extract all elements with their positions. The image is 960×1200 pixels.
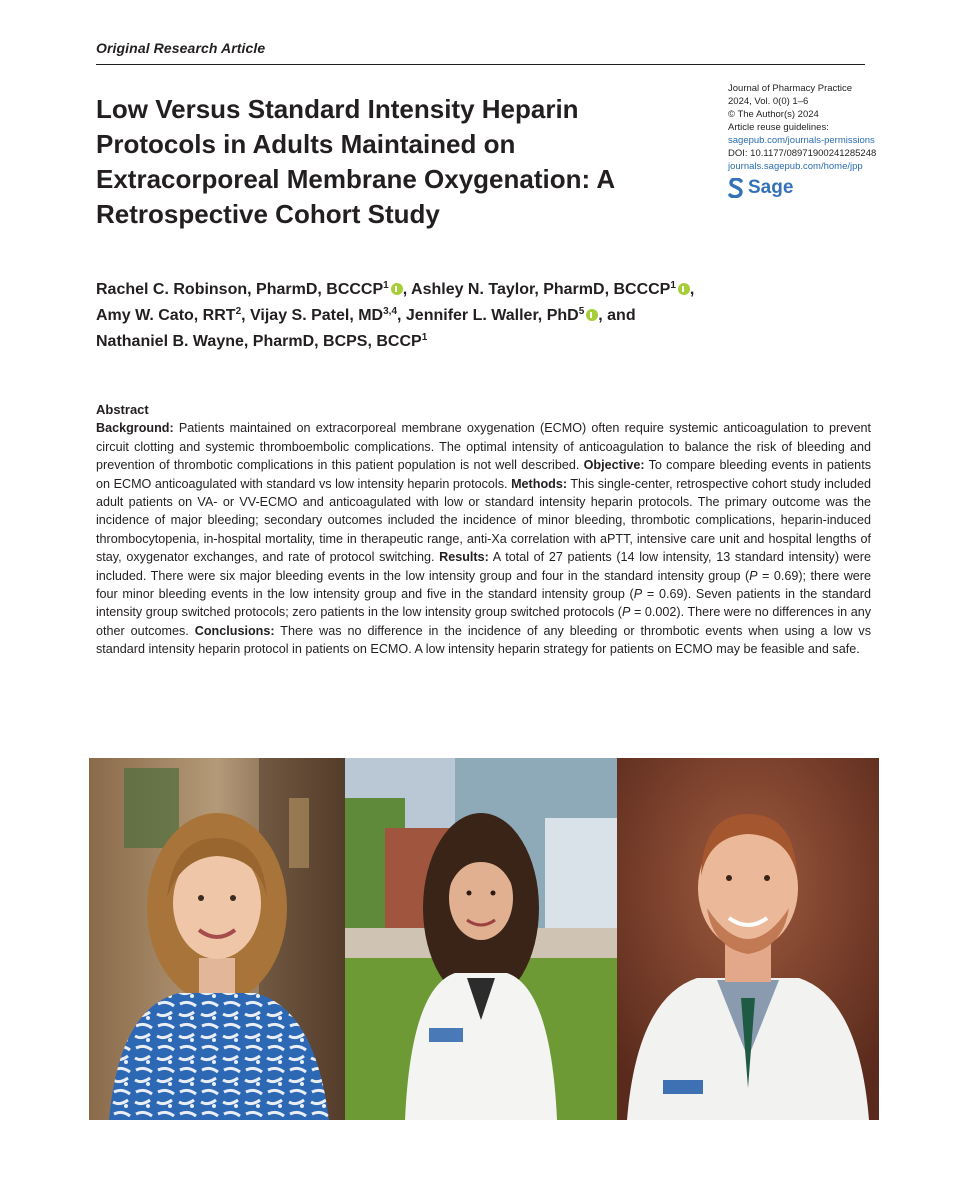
p-value-label: P — [749, 568, 758, 583]
portrait-image — [617, 758, 879, 1120]
section-label: Objective: — [583, 458, 645, 473]
abstract-text: Patients maintained on extracorporeal membrane oxygenation (ECMO) often require systemic anticoagulation to prevent circuit clotting and systemic thromboembolic complications. The optimal intensity of anticoagulation to balance the risk of bleeding and prevention of thrombotic complications in this patient population is not well described. — [96, 421, 871, 473]
abstract-heading: Abstract — [96, 402, 149, 417]
journal-copyright: © The Author(s) 2024 — [728, 109, 819, 120]
journal-volume: 2024, Vol. 0(0) 1–6 — [728, 96, 809, 107]
section-label: Background: — [96, 421, 174, 436]
abstract-text: A total of 27 patients (14 low intensity, 13 standard intensity) were included. There were six major bleeding events in the low intensity group and four in the standard intensity group ( — [96, 550, 871, 583]
publisher-name: Sage — [748, 177, 794, 198]
publisher-logo — [728, 177, 793, 199]
title-line: Retrospective Cohort Study — [96, 199, 440, 229]
author-name: Nathaniel B. Wayne, PharmD, BCPS, BCCP — [96, 333, 422, 350]
title-line: Low Versus Standard Intensity Heparin — [96, 94, 579, 124]
journal-name: Journal of Pharmacy Practice — [728, 83, 853, 94]
doi[interactable]: DOI: 10.1177/08971900241285248 — [728, 148, 877, 159]
affiliation-mark: 1 — [670, 280, 676, 291]
affiliation-mark: 1 — [421, 332, 428, 343]
author-name: Rachel C. Robinson, PharmD, BCCCP — [96, 281, 384, 298]
abstract-text: = 0.69); there were four minor bleeding events in the low intensity group and five in the standard intensity group ( — [96, 568, 871, 602]
permissions-link[interactable]: sagepub.com/journals-permissions — [728, 135, 875, 146]
orcid-icon[interactable] — [586, 309, 598, 321]
affiliation-mark: 2 — [235, 306, 242, 317]
journal-link[interactable]: journals.sagepub.com/home/jpp — [728, 161, 863, 172]
author-photos — [89, 758, 879, 1120]
author-name: , Jennifer L. Waller, PhD — [397, 307, 579, 324]
abstract-text: = 0.69). Seven patients in the standard intensity group switched protocols; zero patients in the low intensity group switched protocols ( — [96, 587, 871, 620]
reuse-guidelines: Article reuse guidelines: — [728, 122, 829, 133]
title-line: Extracorporeal Membrane Oxygenation: A — [96, 164, 616, 194]
portrait-image — [89, 758, 345, 1120]
author-line — [96, 303, 856, 329]
affiliation-mark: 5 — [578, 306, 585, 317]
abstract-text: This single-center, retrospective cohort study included adult patients on VA- or VV-ECMO and anticoagulated with low or standard intensity heparin protocols. The primary outcome was the incidence of major bleeding; secondary outcomes included the incidence of minor bleeding, thrombotic complications, heparin-induced thrombocytopenia, in-hospital mortality, time in therapeutic range, anti-Xa correlation with aPTT, intensive care unit and hospital lengths of stay, oxygenator exchanges, and rate of protocol switching. — [96, 476, 871, 565]
sage-logo-icon — [728, 178, 744, 198]
p-value-label: P — [621, 605, 631, 620]
author-name: , Vijay S. Patel, MD — [241, 307, 384, 324]
author-photo-1 — [89, 758, 345, 1120]
header-rule — [96, 64, 865, 65]
author-list — [96, 277, 856, 355]
abstract-body — [96, 419, 871, 658]
p-value-label: P — [633, 587, 643, 602]
author-photo-2 — [345, 758, 617, 1120]
article-category: Original Research Article — [96, 40, 266, 56]
author-separator: , and — [598, 307, 636, 324]
abstract-text: To compare bleeding events in patients on ECMO anticoagulated with standard vs low intensity heparin protocols. — [96, 458, 871, 491]
article-title — [96, 92, 696, 232]
abstract-text: = 0.002). There were no differences in any other outcomes. — [96, 605, 871, 638]
orcid-icon[interactable] — [678, 283, 690, 295]
author-line — [96, 277, 856, 303]
author-separator: , — [689, 281, 695, 298]
abstract — [96, 401, 871, 659]
abstract-text: There was no difference in the incidence of any bleeding or thrombotic events when using a low vs standard intensity heparin protocol in patients on ECMO. A low intensity heparin strategy for patients on ECMO may be feasible and safe. — [96, 623, 871, 657]
author-line — [96, 329, 856, 355]
section-label: Methods: — [511, 476, 568, 491]
title-line: Protocols in Adults Maintained on — [96, 129, 516, 159]
affiliation-mark: 1 — [383, 280, 389, 291]
affiliation-mark: 3,4 — [383, 306, 398, 317]
author-name: , Ashley N. Taylor, PharmD, BCCCP — [402, 281, 671, 298]
section-label: Results: — [439, 550, 489, 565]
journal-metadata — [728, 82, 928, 173]
section-label: Conclusions: — [194, 623, 275, 638]
portrait-image — [345, 758, 617, 1120]
author-name: Amy W. Cato, RRT — [96, 307, 236, 324]
orcid-icon[interactable] — [391, 283, 403, 295]
author-photo-3 — [617, 758, 879, 1120]
